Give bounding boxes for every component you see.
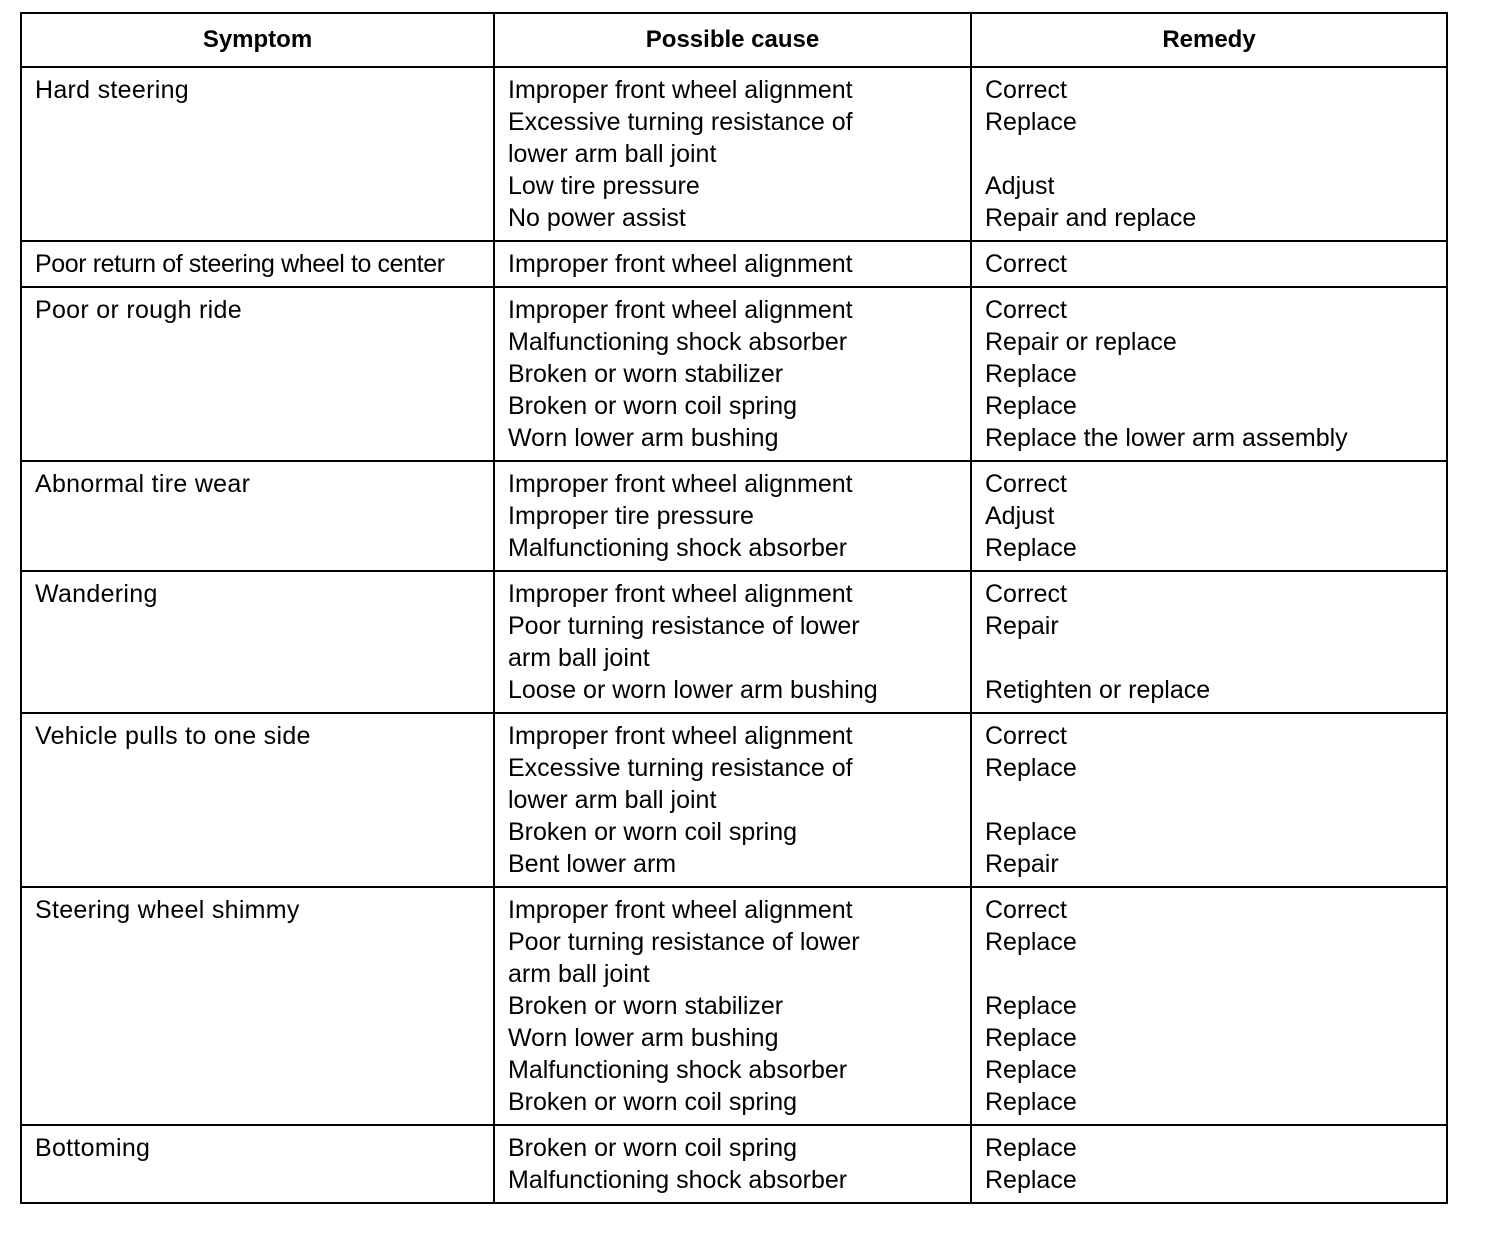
remedy-cell (971, 461, 1447, 571)
remedy-line: Replace (985, 360, 1077, 388)
symptom-cell: Hard steering (21, 67, 494, 241)
remedy-line (985, 958, 1434, 990)
remedy-line: Replace (985, 1024, 1077, 1052)
cause-line: Low tire pressure (508, 172, 700, 200)
remedy-line: Replace (985, 928, 1077, 956)
remedy-line: Replace (985, 1166, 1077, 1194)
cause-cell (494, 887, 971, 1125)
cause-line: Improper front wheel alignment (508, 296, 853, 324)
cause-line: Broken or worn coil spring (508, 1134, 798, 1162)
cause-cell (494, 461, 971, 571)
cause-line: No power assist (508, 204, 686, 232)
cause-cell (494, 713, 971, 887)
remedy-line: Correct (985, 470, 1067, 498)
cause-line: lower arm ball joint (508, 786, 717, 814)
remedy-line: Correct (985, 250, 1067, 278)
cause-line: Broken or worn stabilizer (508, 360, 784, 388)
remedy-line: Correct (985, 722, 1067, 750)
cause-line: Broken or worn coil spring (508, 392, 798, 420)
remedy-cell (971, 287, 1447, 461)
table-row (21, 67, 1447, 241)
remedy-line: Repair and replace (985, 204, 1197, 232)
remedy-line: Correct (985, 76, 1067, 104)
remedy-line: Adjust (985, 502, 1055, 530)
symptom-cell: Bottoming (21, 1125, 494, 1203)
remedy-cell (971, 571, 1447, 713)
cause-line: Improper tire pressure (508, 502, 754, 530)
cause-line: Worn lower arm bushing (508, 1024, 779, 1052)
cause-cell (494, 571, 971, 713)
cause-cell (494, 241, 971, 287)
cause-line: Poor turning resistance of lower (508, 928, 860, 956)
remedy-line: Replace (985, 534, 1077, 562)
table-row (21, 461, 1447, 571)
cause-line: Poor turning resistance of lower (508, 612, 860, 640)
remedy-line (985, 784, 1434, 816)
cause-line: Excessive turning resistance of (508, 108, 853, 136)
cause-line: arm ball joint (508, 960, 650, 988)
cause-line: Worn lower arm bushing (508, 424, 779, 452)
remedy-line: Repair (985, 612, 1059, 640)
table-row (21, 571, 1447, 713)
symptom-cell: Steering wheel shimmy (21, 887, 494, 1125)
remedy-line: Correct (985, 580, 1067, 608)
symptom-cell: Vehicle pulls to one side (21, 713, 494, 887)
cause-line: Improper front wheel alignment (508, 250, 853, 278)
remedy-line: Correct (985, 896, 1067, 924)
cause-line: arm ball joint (508, 644, 650, 672)
cause-line: Improper front wheel alignment (508, 470, 853, 498)
table-row (21, 287, 1447, 461)
cause-cell (494, 287, 971, 461)
remedy-cell (971, 241, 1447, 287)
cause-line: Broken or worn coil spring (508, 818, 798, 846)
remedy-cell (971, 713, 1447, 887)
cause-line: Improper front wheel alignment (508, 580, 853, 608)
remedy-line (985, 642, 1434, 674)
header-symptom: Symptom (21, 13, 494, 67)
remedy-line: Replace (985, 392, 1077, 420)
header-possible-cause: Possible cause (494, 13, 971, 67)
cause-line: Malfunctioning shock absorber (508, 534, 848, 562)
table-body (21, 67, 1447, 1203)
remedy-line: Replace (985, 1134, 1077, 1162)
remedy-line: Correct (985, 296, 1067, 324)
table-row (21, 241, 1447, 287)
remedy-line: Replace (985, 1088, 1077, 1116)
cause-line: Improper front wheel alignment (508, 722, 853, 750)
header-remedy: Remedy (971, 13, 1447, 67)
remedy-line: Replace (985, 108, 1077, 136)
cause-line: lower arm ball joint (508, 140, 717, 168)
remedy-line: Replace (985, 818, 1077, 846)
remedy-line: Replace the lower arm assembly (985, 424, 1348, 452)
remedy-line: Retighten or replace (985, 676, 1211, 704)
cause-line: Broken or worn coil spring (508, 1088, 798, 1116)
remedy-line: Repair (985, 850, 1059, 878)
remedy-cell (971, 1125, 1447, 1203)
cause-line: Excessive turning resistance of (508, 754, 853, 782)
table-row (21, 887, 1447, 1125)
remedy-line: Adjust (985, 172, 1055, 200)
cause-line: Loose or worn lower arm bushing (508, 676, 878, 704)
symptom-cell: Poor or rough ride (21, 287, 494, 461)
symptom-cell: Wandering (21, 571, 494, 713)
remedy-line: Replace (985, 992, 1077, 1020)
cause-cell (494, 1125, 971, 1203)
remedy-cell (971, 887, 1447, 1125)
cause-line: Improper front wheel alignment (508, 896, 853, 924)
remedy-line: Repair or replace (985, 328, 1177, 356)
cause-line: Broken or worn stabilizer (508, 992, 784, 1020)
remedy-line (985, 138, 1434, 170)
header-row (21, 13, 1447, 67)
remedy-line: Replace (985, 754, 1077, 782)
cause-cell (494, 67, 971, 241)
table-row (21, 1125, 1447, 1203)
cause-line: Improper front wheel alignment (508, 76, 853, 104)
symptom-cell: Abnormal tire wear (21, 461, 494, 571)
table-row (21, 713, 1447, 887)
cause-line: Bent lower arm (508, 850, 677, 878)
remedy-line: Replace (985, 1056, 1077, 1084)
cause-line: Malfunctioning shock absorber (508, 1166, 848, 1194)
cause-line: Malfunctioning shock absorber (508, 328, 848, 356)
remedy-cell (971, 67, 1447, 241)
troubleshooting-table (20, 12, 1448, 1204)
symptom-cell: Poor return of steering wheel to center (21, 241, 494, 287)
cause-line: Malfunctioning shock absorber (508, 1056, 848, 1084)
